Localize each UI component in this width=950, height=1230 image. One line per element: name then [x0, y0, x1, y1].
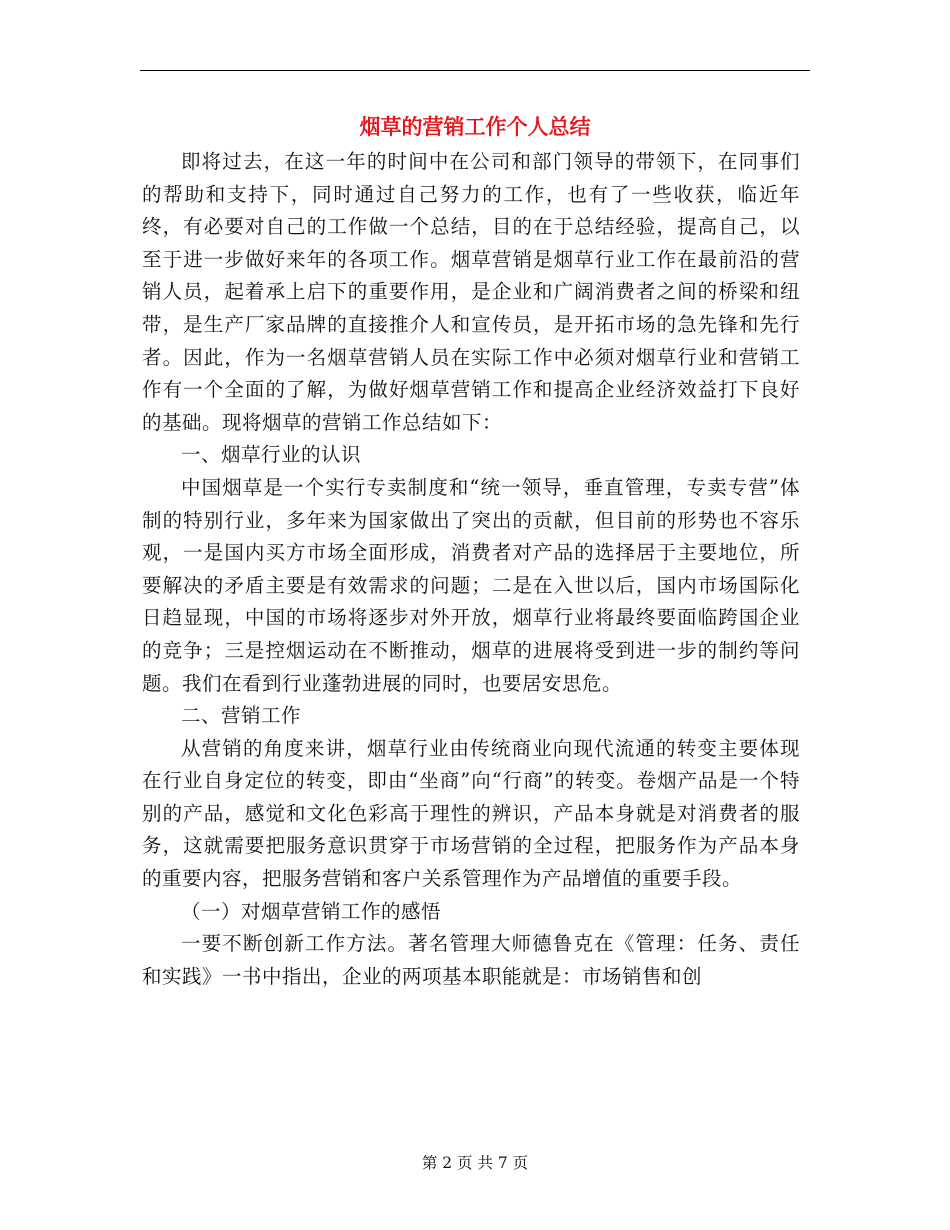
- page-number-footer: 第 2 页 共 7 页: [421, 1154, 529, 1172]
- marketing-paragraph: 从营销的角度来讲，烟草行业由传统商业向现代流通的转变主要体现在行业自身定位的转变，即由“坐商”向“行商”的转变。卷烟产品是一个特别的产品，感觉和文化色彩高于理性的辨识，产品本身就是对消费者的服务，这就需要把服务意识贯穿于市场营销的全过程，把服务作为产品本身的重要内容，把服务营销和客户关系管理作为产品增值的重要手段。: [142, 736, 800, 891]
- subsection-heading-insights: （一）对烟草营销工作的感悟: [181, 899, 442, 923]
- intro-paragraph: 即将过去，在这一年的时间中在公司和部门领导的带领下，在同事们的帮助和支持下，同时通过自己努力的工作，也有了一些收获，临近年终，有必要对自己的工作做一个总结，目的在于总结经验，提高自己，以至于进一步做好来年的各项工作。烟草营销是烟草行业工作在最前沿的营销人员，起着承上启下的重要作用，是企业和广阔消费者之间的桥梁和纽带，是生产厂家品牌的直接推介人和宣传员，是开拓市场的急先锋和先行者。因此，作为一名烟草营销人员在实际工作中必须对烟草行业和营销工作有一个全面的了解，为做好烟草营销工作和提高企业经济效益打下良好的基础。现将烟草的营销工作总结如下：: [142, 150, 800, 434]
- industry-paragraph: 中国烟草是一个实行专卖制度和“统一领导，垂直管理，专卖专营”体制的特别行业，多年来为国家做出了突出的贡献，但目前的形势也不容乐观，一是国内买方市场全面形成，消费者对产品的选择居于主要地位，所要解决的矛盾主要是有效需求的问题；二是在入世以后，国内市场国际化日趋显现，中国的市场将逐步对外开放，烟草行业将最终要面临跨国企业的竞争；三是控烟运动在不断推动，烟草的进展将受到进一步的制约等问题。我们在看到行业蓬勃进展的同时，也要居安思危。: [142, 475, 800, 695]
- document-title: 烟草的营销工作个人总结: [359, 114, 591, 139]
- insights-paragraph: 一要不断创新工作方法。著名管理大师德鲁克在《管理：任务、责任和实践》一书中指出，企业的两项基本职能就是：市场销售和创: [142, 932, 800, 988]
- section-heading-marketing: 二、营销工作: [181, 704, 302, 728]
- document-body: [142, 146, 800, 993]
- section-heading-industry: 一、烟草行业的认识: [181, 443, 362, 467]
- header-rule: [140, 70, 810, 71]
